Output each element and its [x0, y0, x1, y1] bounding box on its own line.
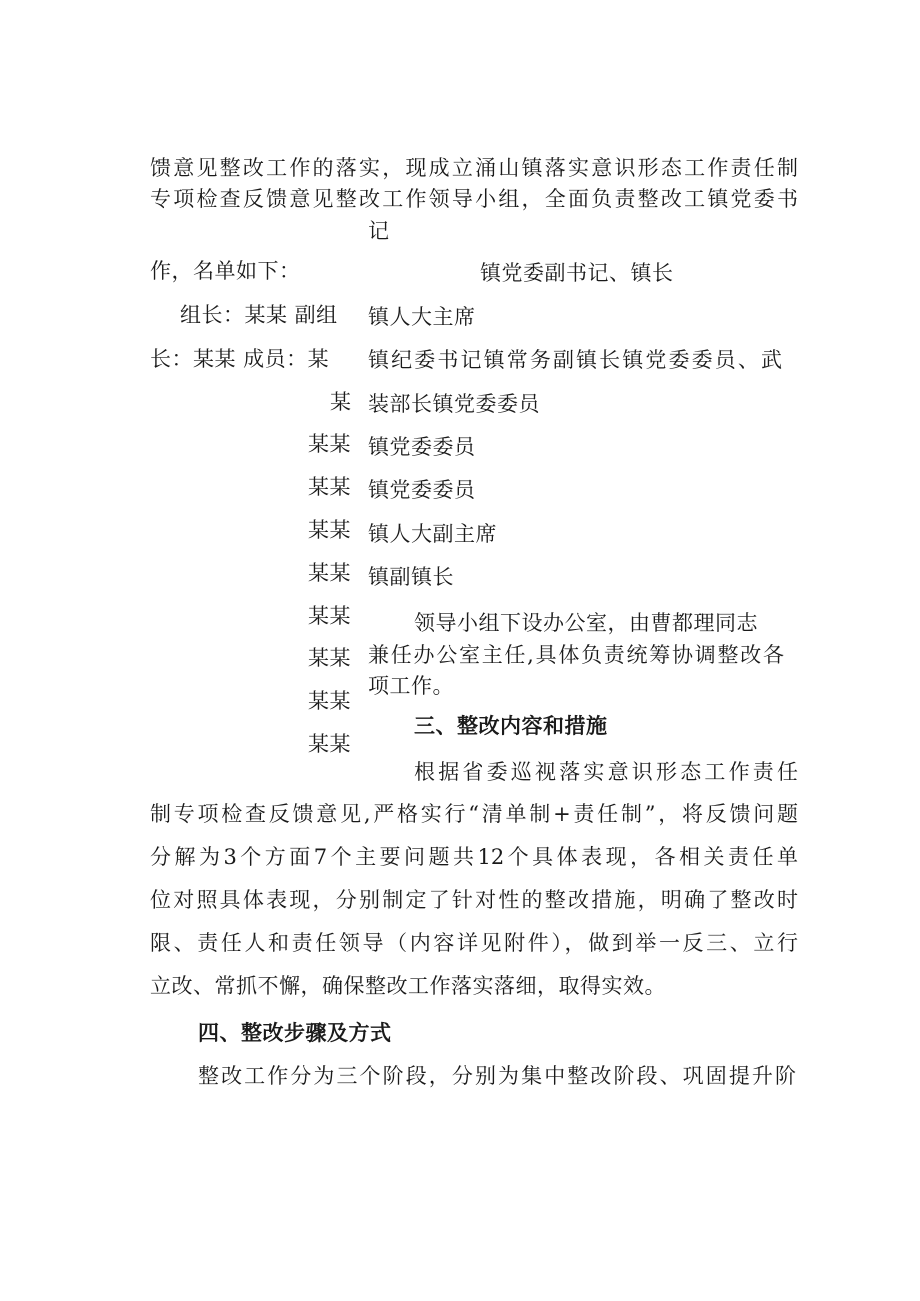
section-3-line: 立改、常抓不懈，确保整改工作落实落细，取得实效。: [150, 974, 666, 998]
office-line-3: 项工作。: [368, 674, 454, 698]
roster-title: 镇副镇长: [368, 565, 454, 589]
roster-member-name: 某某: [308, 561, 351, 585]
section-3-line: 限、责任人和责任领导（内容详见附件），做到举一反三、立行: [150, 931, 798, 955]
intro-line-2: 专项检查反馈意见整改工作领导小组，全面负责整改工镇党委书: [150, 187, 798, 211]
roster-title: 镇纪委书记镇常务副镇长镇党委委员、武: [368, 348, 782, 372]
roster-title: 装部长镇党委委员: [368, 392, 540, 416]
section-4-line: 整改工作分为三个阶段，分别为集中整改阶段、巩固提升阶: [198, 1064, 796, 1088]
roster-title: 镇党委委员: [368, 478, 476, 502]
roster-member-name: 某: [330, 390, 352, 414]
office-line-1: 领导小组下设办公室，由曹都理同志: [414, 611, 758, 635]
intro-line-1: 馈意见整改工作的落实，现成立涌山镇落实意识形态工作责任制: [150, 156, 798, 180]
section-3-heading: 三、整改内容和措施: [414, 714, 608, 738]
office-line-2: 兼任办公室主任,具体负责统筹协调整改各: [368, 643, 784, 667]
roster-title: 镇人大副主席: [368, 522, 497, 546]
section-3-line: 根据省委巡视落实意识形态工作责任: [414, 760, 798, 784]
roster-member-name: 某某: [308, 646, 351, 670]
roster-member-name: 某某: [308, 732, 351, 756]
roster-member-name: 某某: [308, 432, 351, 456]
roster-deputy-line: 长：某某 成员：某: [150, 347, 330, 371]
roster-title: 镇党委副书记、镇长: [480, 261, 674, 285]
section-4-heading: 四、整改步骤及方式: [198, 1021, 392, 1045]
roster-member-name: 某某: [308, 689, 351, 713]
roster-title: 镇人大主席: [368, 305, 476, 329]
roster-member-name: 某某: [308, 518, 351, 542]
roster-member-name: 某某: [308, 604, 351, 628]
section-3-line: 制专项检查反馈意见,严格实行“清单制+责任制”，将反馈问题: [150, 802, 798, 826]
section-3-line: 位对照具体表现，分别制定了针对性的整改措施，明确了整改时: [150, 888, 798, 912]
intro-line-3: 记: [368, 219, 390, 243]
roster-title: 镇党委委员: [368, 435, 476, 459]
roster-member-name: 某某: [308, 475, 351, 499]
section-3-line: 分解为3个方面7个主要问题共12个具体表现，各相关责任单: [150, 845, 798, 869]
intro-line-4: 作，名单如下：: [150, 259, 301, 283]
roster-leader-line: 组长：某某 副组: [180, 303, 338, 327]
